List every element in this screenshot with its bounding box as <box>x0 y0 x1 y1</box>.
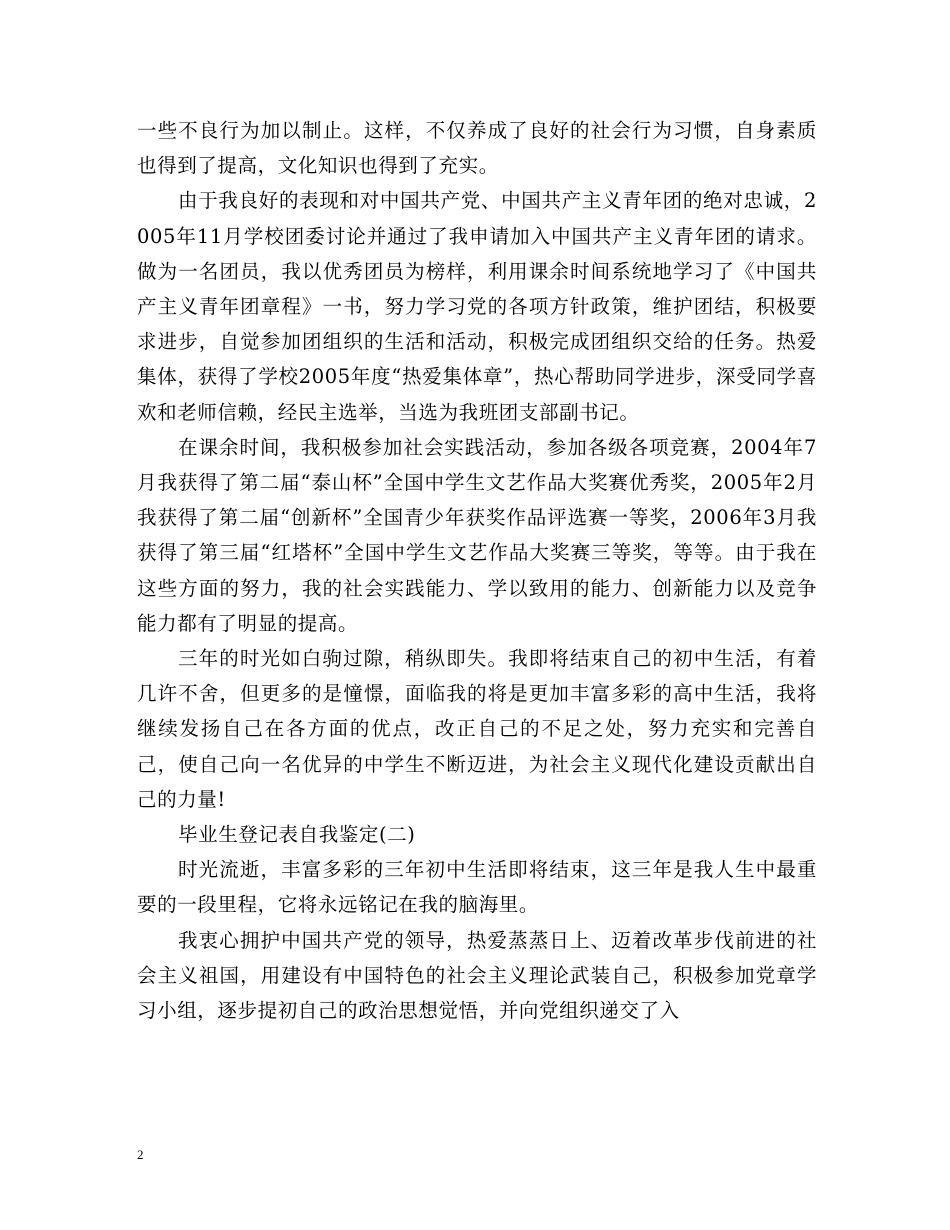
page-number: 2 <box>137 1147 144 1162</box>
paragraph-1: 一些不良行为加以制止。这样，不仅养成了良好的社会行为习惯，自身素质也得到了提高，文化知识也得到了充实。 <box>137 119 817 178</box>
section-heading: 毕业生登记表自我鉴定(二) <box>178 823 416 847</box>
paragraph-5: 时光流逝，丰富多彩的三年初中生活即将结束，这三年是我人生中最重要的一段里程，它将永远铭记在我的脑海里。 <box>137 858 817 917</box>
paragraph-2: 由于我良好的表现和对中国共产党、中国共产主义青年团的绝对忠诚，2005年11月学校团委讨论并通过了我申请加入中国共产主义青年团的请求。做为一名团员，我以优秀团员为榜样，利用课余时间系统地学习了《中国共产主义青年团章程》一书，努力学习党的各项方针政策，维护团结，积极要求进步，自觉参加团组织的生活和活动，积极完成团组织交给的任务。热爱集体，获得了学校2005年度“热爱集体章”，热心帮助同学进步，深受同学喜欢和老师信赖，经民主选举，当选为我班团支部副书记。 <box>137 189 817 424</box>
paragraph-6: 我衷心拥护中国共产党的领导，热爱蒸蒸日上、迈着改革步伐前进的社会主义祖国，用建设有中国特色的社会主义理论武装自己，积极参加党章学习小组，逐步提初自己的政治思想觉悟，并向党组织递交了入 <box>137 928 817 1023</box>
paragraph-4: 三年的时光如白驹过隙，稍纵即失。我即将结束自己的初中生活，有着几许不舍，但更多的是憧憬，面临我的将是更加丰富多彩的高中生活，我将继续发扬自己在各方面的优点，改正自己的不足之处，努力充实和完善自己，使自己向一名优异的中学生不断迈进，为社会主义现代化建设贡献出自己的力量! <box>137 647 817 811</box>
paragraph-3: 在课余时间，我积极参加社会实践活动，参加各级各项竞赛，2004年7月我获得了第二届“泰山杯”全国中学生文艺作品大奖赛优秀奖，2005年2月我获得了第二届“创新杯”全国青少年获奖作品评选赛一等奖，2006年3月我获得了第三届“红塔杯”全国中学生文艺作品大奖赛三等奖，等等。由于我在这些方面的努力，我的社会实践能力、学以致用的能力、创新能力以及竞争能力都有了明显的提高。 <box>137 435 817 635</box>
body-text <box>137 113 817 1028</box>
